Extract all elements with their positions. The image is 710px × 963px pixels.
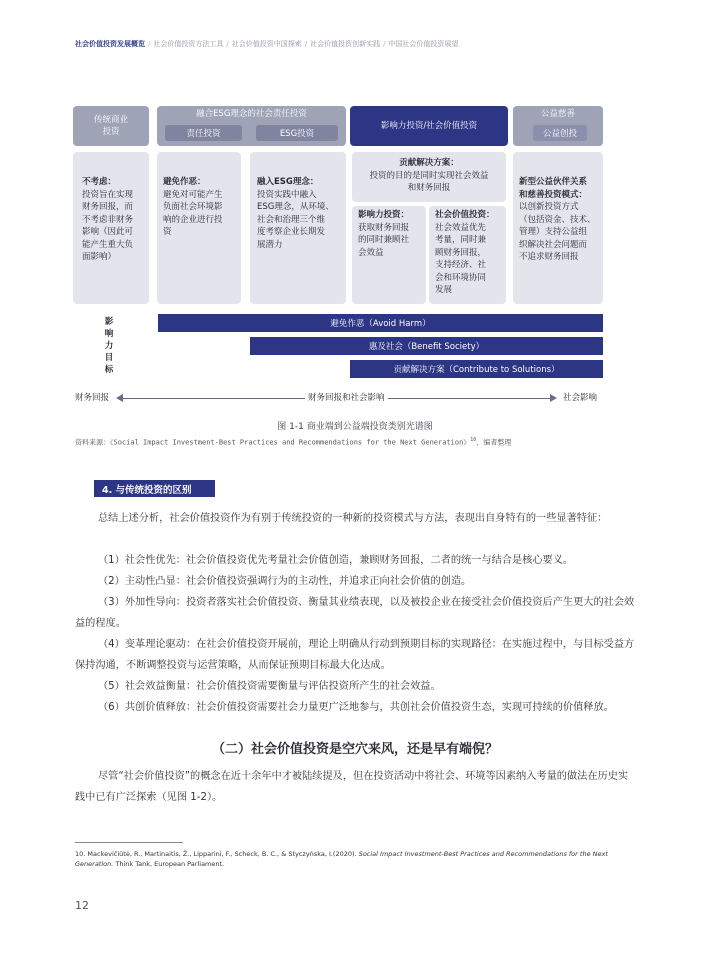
subsection-heading: （二）社会价值投资是空穴来风，还是早有端倪？ xyxy=(211,742,498,757)
venture-philanthropy-button: 公益创投 xyxy=(533,125,587,141)
philanthropy-description xyxy=(519,176,603,264)
page-number: 12 xyxy=(75,899,89,912)
figure-caption: 图 1-1 商业端到公益端投资类别光谱图 xyxy=(277,422,433,432)
axis-right-arrow-icon xyxy=(550,394,557,402)
footnote-publisher: Think Tank, European Parliament. xyxy=(115,860,225,868)
paragraph-intro: 总结上述分析，社会价值投资作为有别于传统投资的一种新的投资模式与方法，表现出自身特有的一些显著特征： xyxy=(98,513,608,524)
philanthropy-header-label: 公益慈善 xyxy=(540,109,575,119)
contribute-title: 贡献解决方案： xyxy=(399,158,459,168)
footnote-title: Social Impact Investment-Best Practices and Recommendations for the Next Generation. xyxy=(75,850,608,868)
bar-avoid-harm: 避免作恶（Avoid Harm） xyxy=(158,314,603,332)
paragraph-feature-2: （2）主动性凸显：社会价值投资强调行为的主动性，并追求正向社会价值的创造。 xyxy=(98,576,472,587)
axis-left-arrow-icon xyxy=(116,394,123,402)
esg-description xyxy=(257,176,345,251)
breadcrumb-separator: / xyxy=(148,40,151,48)
footnote-authors: Mackevičiūtė, R., Martinaitis, Ž., Lipparini, F., Scheck, B. C., & Styczyńska, I.(2020). xyxy=(87,850,357,858)
contribute-body: 投资的目的是同时实现社会效益 和财务回报 xyxy=(369,170,489,193)
figure-source xyxy=(75,437,635,447)
traditional-investment-header: 传统商业 投资 xyxy=(73,106,149,146)
responsible-title: 避免作恶： xyxy=(163,177,206,187)
paragraph-feature-6: （6）共创价值释放：社会价值投资需要社会力量更广泛地参与，共创社会价值投资生态，实现可持续的价值释放。 xyxy=(98,702,614,713)
breadcrumb-separator: / xyxy=(304,40,308,48)
paragraph-feature-3: （3）外加性导向：投资者落实社会价值投资、衡量其业绩表现，以及被投企业在接受社会价值投资后产生更大的社会效益的程度。 xyxy=(75,597,635,629)
subsection-paragraph: 尽管“社会价值投资”的概念在近十余年中才被陆续提及，但在投资活动中将社会、环境等因素纳入考量的做法在历史实践中已有广泛探索（见图 1-2）。 xyxy=(75,771,629,803)
esg-investment-button: ESG投资 xyxy=(256,125,338,141)
footnote-divider xyxy=(75,842,183,843)
breadcrumb-separator: / xyxy=(226,40,229,48)
figure-source-prefix: 资料来源：《Social Impact Investment-Best Practices and Recommendations for the Next Generation》 xyxy=(75,438,471,447)
impact-group-header: 影响力投资/社会价值投资 xyxy=(350,106,508,146)
philanthropy-body: 以创新投资方式 （包括资金、技术、 管理）支持公益组 织解决社会问题而 不追求财务回报 xyxy=(519,202,596,262)
axis-label-right: 社会影响 xyxy=(563,393,598,403)
footnote-number: 10. xyxy=(75,850,86,858)
esg-body: 投资实践中融入 ESG理念，从环境、 社会和治理三个维 度考察企业长期发 展潜力 xyxy=(257,189,334,250)
bar-benefit-society: 惠及社会（Benefit Society） xyxy=(250,337,603,355)
axis-label-left: 财务回报 xyxy=(75,392,112,404)
responsible-investment-button: 责任投资 xyxy=(165,125,242,141)
philanthropy-title: 新型公益伙伴关系 和慈善投资模式： xyxy=(519,177,588,200)
breadcrumb-item[interactable]: 社会价值投资发展概览 xyxy=(75,40,145,48)
svi-description xyxy=(435,209,505,297)
svi-body: 社会效益优先 考量，同时兼 顾财务回报， 支持经济、社 会和环境协同 发展 xyxy=(435,222,487,295)
impact-goal-label: 影响力目标 xyxy=(104,317,114,375)
traditional-body: 投资旨在实现 财务回报，而 不考虑非财务 影响（因此可 能产生重大负 面影响） xyxy=(82,189,134,262)
svi-title: 社会价值投资： xyxy=(435,210,495,220)
breadcrumb-item[interactable]: 中国社会价值投资展望 xyxy=(388,40,459,48)
traditional-title: 不考虑： xyxy=(82,177,117,187)
esg-group-header-label: 融合ESG理念的社会责任投资 xyxy=(196,109,307,119)
impact-investing-description xyxy=(358,209,426,259)
bar-contribute-solutions: 贡献解决方案（Contribute to Solutions） xyxy=(350,360,603,378)
footnote xyxy=(75,849,635,869)
figure-source-footnote-ref[interactable]: 10 xyxy=(470,437,477,443)
axis-label-middle: 财务回报和社会影响 xyxy=(305,392,388,404)
impact-investing-title: 影响力投资： xyxy=(358,210,410,220)
breadcrumb xyxy=(75,38,635,50)
breadcrumb-item[interactable]: 社会价值投资方法工具 xyxy=(153,40,224,48)
responsible-description xyxy=(163,176,241,239)
figure-source-suffix: ，编者整理 xyxy=(476,438,512,447)
contribute-description xyxy=(352,157,506,195)
paragraph-feature-5: （5）社会效益衡量：社会价值投资需要衡量与评估投资所产生的社会效益。 xyxy=(98,681,441,692)
breadcrumb-item[interactable]: 社会价值投资中国探索 xyxy=(231,40,302,48)
paragraph-feature-4: （4）变革理论驱动：在社会价值投资开展前，理论上明确从行动到预期目标的实现路径：在实施过程中，与目标受益方保持沟通，不断调整投资与运营策略，从而保证预期目标最大化达成。 xyxy=(75,639,635,671)
breadcrumb-separator: / xyxy=(383,40,386,48)
esg-title: 融入ESG理念： xyxy=(257,177,319,187)
traditional-description xyxy=(82,176,148,264)
paragraph-feature-1: （1）社会性优先：社会价值投资优先考量社会价值创造，兼顾财务回报，二者的统一与结合是核心要义。 xyxy=(98,555,574,566)
breadcrumb-item[interactable]: 社会价值投资创新实践 xyxy=(310,40,381,48)
section-label: 4. 与传统投资的区别 xyxy=(94,480,215,497)
responsible-body: 避免对可能产生 负面社会环境影 响的企业进行投 资 xyxy=(163,189,223,237)
impact-investing-body: 获取财务回报 的同时兼顾社 会效益 xyxy=(358,222,410,258)
